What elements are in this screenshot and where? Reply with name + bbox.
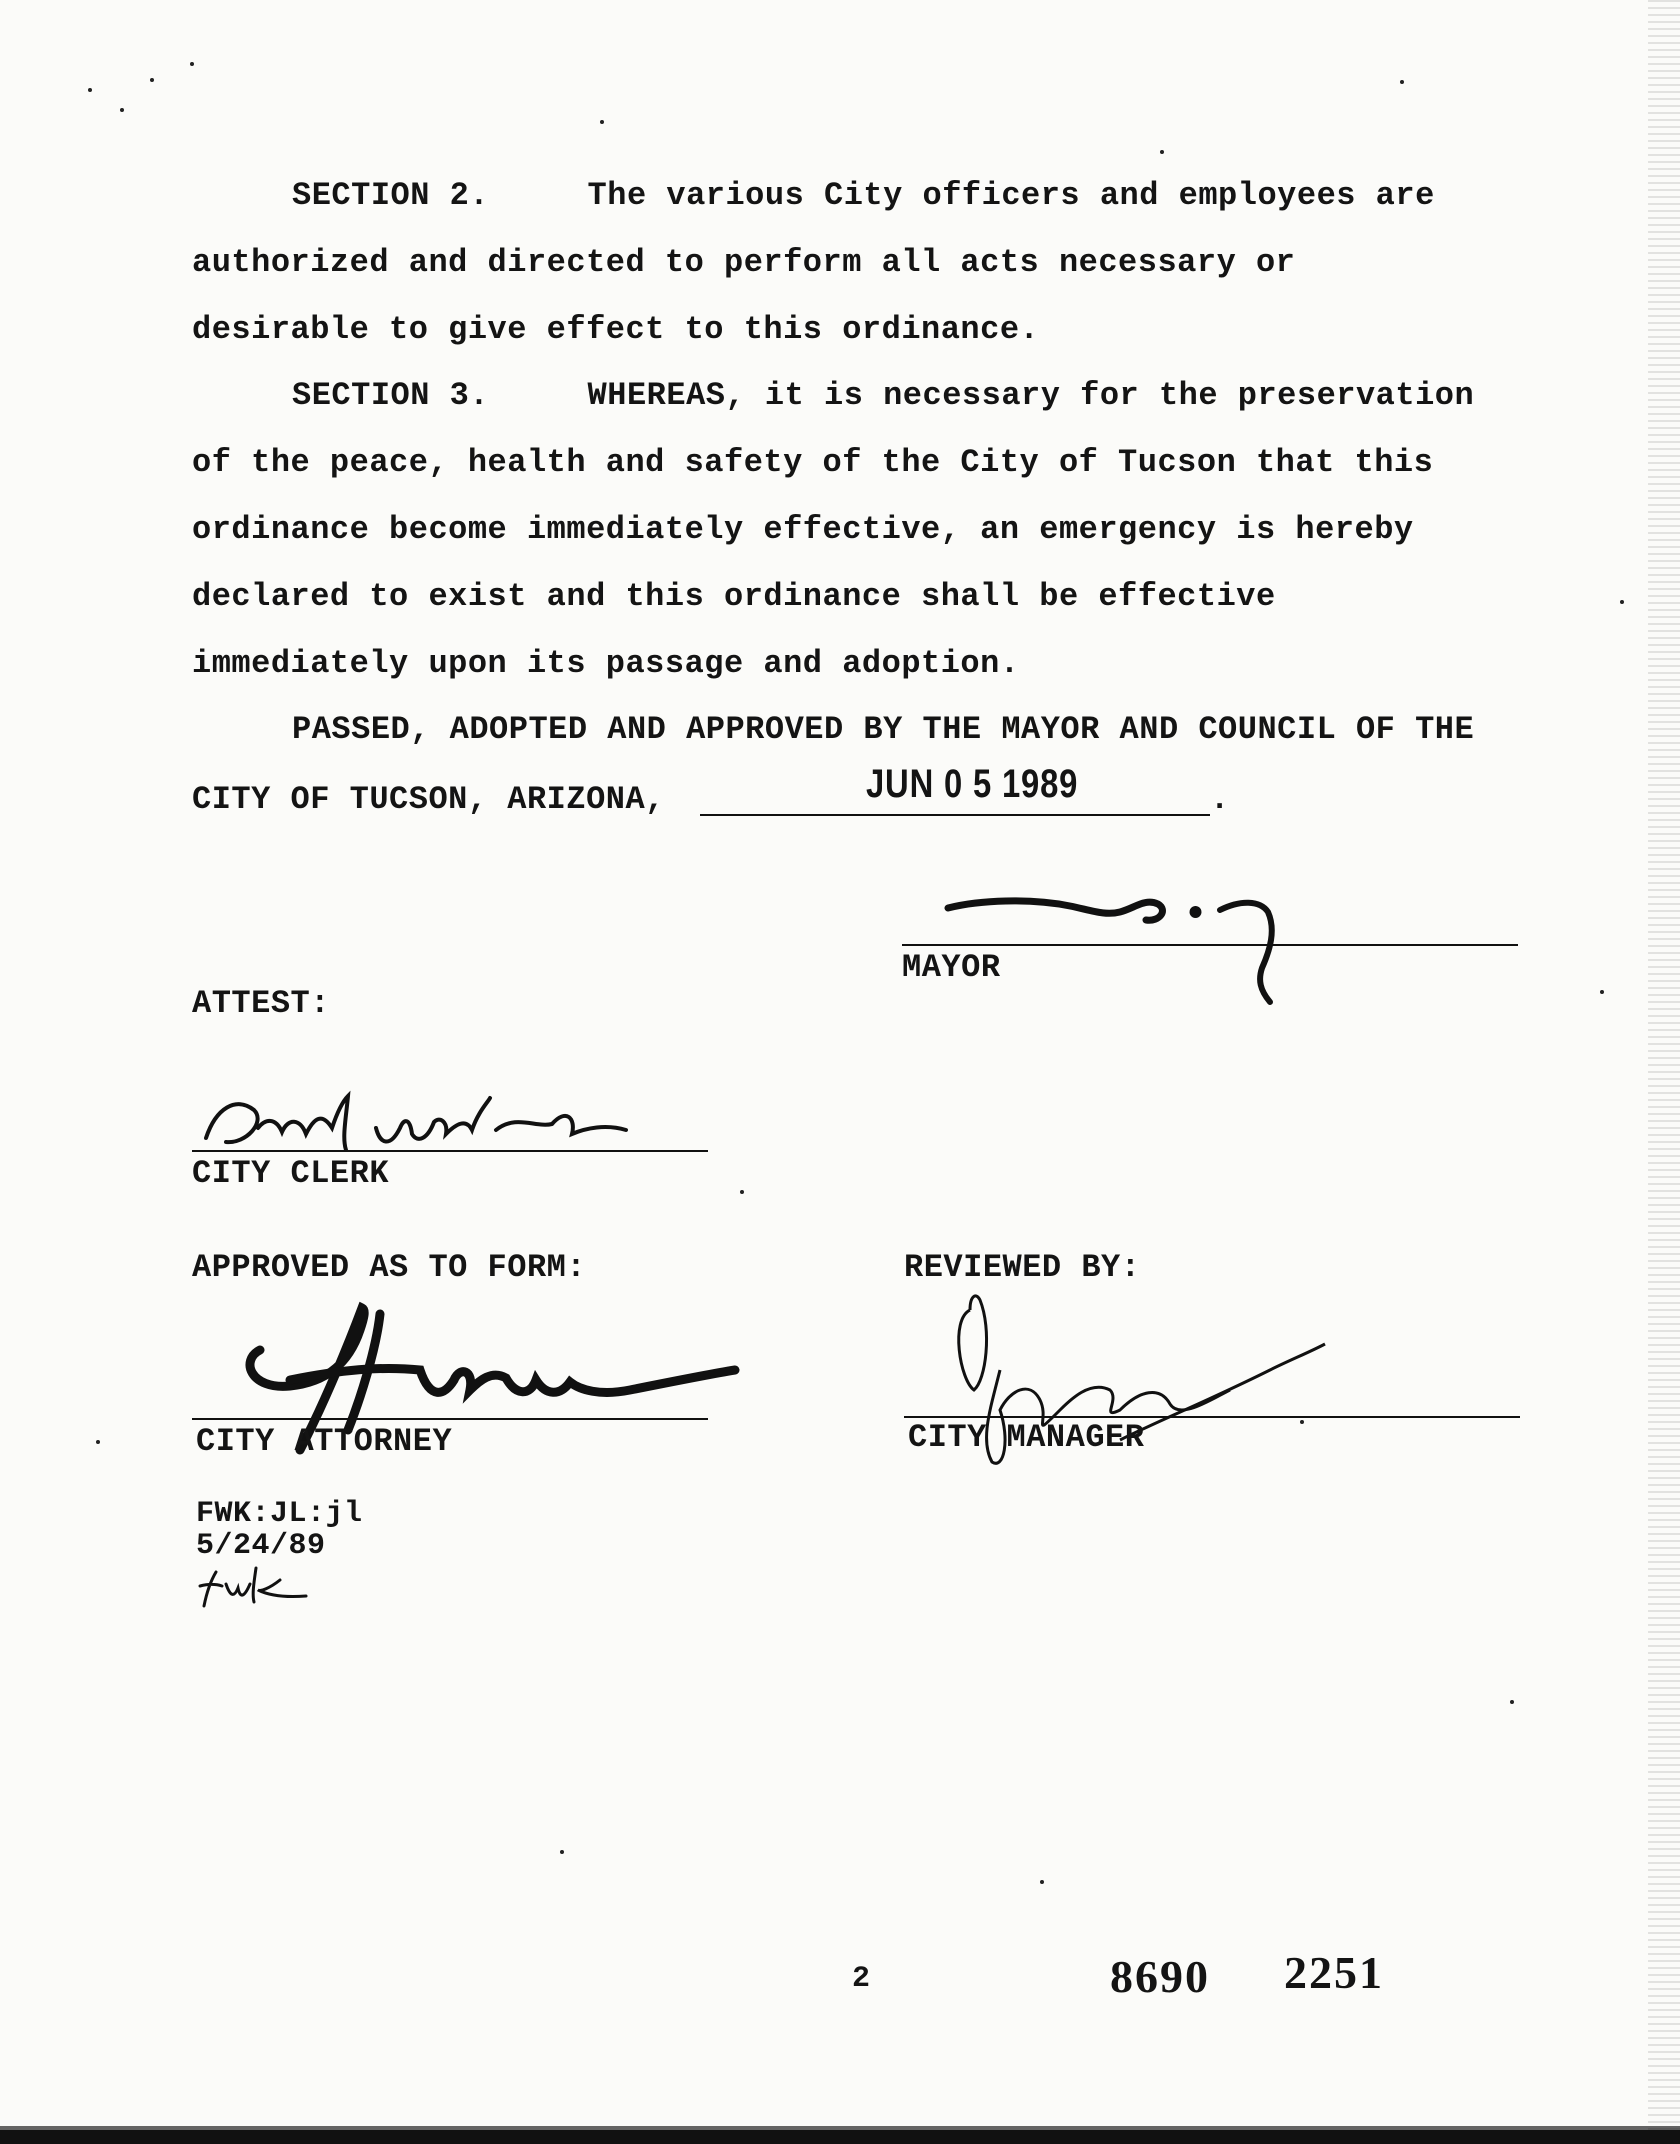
reviewed-by-label: REVIEWED BY: <box>904 1249 1141 1286</box>
passed-line-2: CITY OF TUCSON, ARIZONA, <box>192 781 665 818</box>
scan-speck <box>1400 80 1404 84</box>
scan-speck <box>120 108 124 112</box>
mayor-signature <box>940 890 1360 1010</box>
scan-speck <box>1040 1880 1044 1884</box>
scan-speck <box>88 88 92 92</box>
scan-speck <box>190 62 194 66</box>
city-manager-label: CITY MANAGER <box>908 1419 1145 1456</box>
date-blank-line <box>700 814 1210 816</box>
section3-line-4: declared to exist and this ordinance shall be effective <box>192 578 1276 615</box>
city-clerk-label: CITY CLERK <box>192 1155 390 1192</box>
section3-line-2: of the peace, health and safety of the City of Tucson that this <box>192 444 1434 481</box>
section3-line-3: ordinance become immediately effective, an emergency is hereby <box>192 511 1414 548</box>
scan-speck <box>560 1850 564 1854</box>
section2-line-1: SECTION 2. The various City officers and employees are <box>292 177 1435 214</box>
scan-speck <box>1160 150 1164 154</box>
date-period: . <box>1210 781 1230 818</box>
scan-speck <box>600 120 604 124</box>
scan-edge-bottom <box>0 2130 1680 2144</box>
city-manager-signature-line <box>904 1416 1520 1418</box>
section3-line-1: SECTION 3. WHEREAS, it is necessary for the preservation <box>292 377 1475 414</box>
approved-as-to-form-label: APPROVED AS TO FORM: <box>192 1249 587 1286</box>
initials-handwritten-mark <box>196 1562 316 1612</box>
typist-initials: FWK:JL:jl <box>196 1497 363 1531</box>
date-stamp: JUN 0 5 1989 <box>866 762 1079 806</box>
passed-line-1: PASSED, ADOPTED AND APPROVED BY THE MAYOR AND COUNCIL OF THE <box>292 711 1475 748</box>
scan-edge-right <box>1648 0 1680 2144</box>
mayor-label: MAYOR <box>902 949 1001 986</box>
scan-speck <box>1620 600 1624 604</box>
section2-line-3: desirable to give effect to this ordinance. <box>192 311 1040 348</box>
city-clerk-signature <box>196 1088 646 1158</box>
city-attorney-label: CITY ATTORNEY <box>196 1423 453 1460</box>
document-number-a: 8690 <box>1110 1951 1210 2002</box>
document-number-b: 2251 <box>1284 1947 1384 1998</box>
city-clerk-signature-line <box>192 1150 708 1152</box>
attest-label: ATTEST: <box>192 985 330 1022</box>
section3-line-5: immediately upon its passage and adoption. <box>192 645 1020 682</box>
scan-speck <box>1600 990 1604 994</box>
city-attorney-signature-line <box>192 1418 708 1420</box>
scan-speck <box>740 1190 744 1194</box>
typed-date: 5/24/89 <box>196 1529 326 1563</box>
scan-speck <box>150 78 154 82</box>
page-number: 2 <box>852 1962 871 1996</box>
scan-speck <box>1510 1700 1514 1704</box>
mayor-signature-line <box>902 944 1518 946</box>
scan-speck <box>96 1440 100 1444</box>
section2-line-2: authorized and directed to perform all acts necessary or <box>192 244 1296 281</box>
